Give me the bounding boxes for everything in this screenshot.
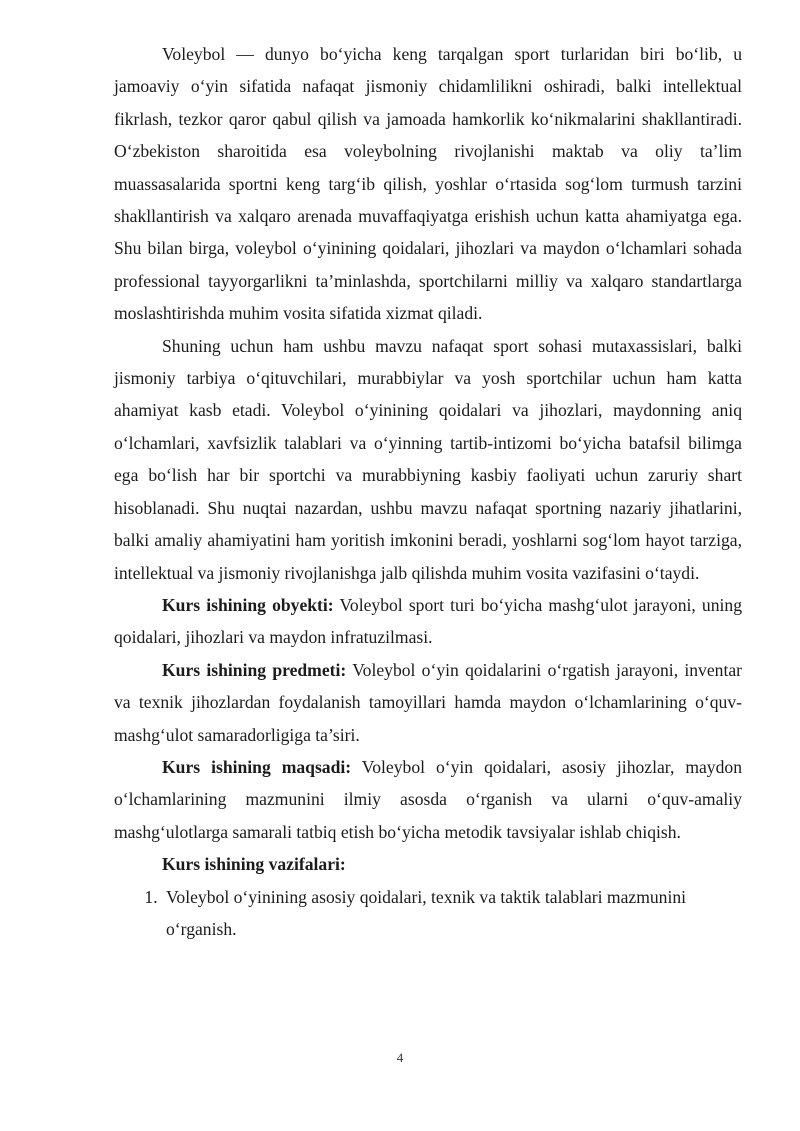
tasks-heading-label: Kurs ishining vazifalari: [162,854,346,875]
section-goal [114,751,742,848]
section-goal-text: Voleybol o‘yin qoidalari, asosiy jihozlar, maydon o‘lchamlarining mazmunini ilmiy asosda o‘rganish va ularni o‘quv-amaliy mashg‘ulotlarga samarali tatbiq etish bo‘yicha metodik tavsiyalar ishlab chiqish. [114,756,742,842]
section-object-label: Kurs ishining obyekti: [162,594,334,615]
section-object-text: Voleybol sport turi bo‘yicha mashg‘ulot jarayoni, uning qoidalari, jihozlari va maydon infratuzilmasi. [114,594,742,648]
section-subject-text: Voleybol o‘yin qoidalarini o‘rgatish jarayoni, inventar va texnik jihozlardan foydalanish tamoyillari hamda maydon o‘lchamlarining o‘quv-mashg‘ulot samaradorligiga ta’siri. [114,659,743,745]
intro-paragraph-1: Voleybol — dunyo bo‘yicha keng tarqalgan sport turlaridan biri bo‘lib, u jamoaviy o‘yin sifatida nafaqat jismoniy chidamlilikni oshiradi, balki intellektual fikrlash, tezkor qaror qabul qilish va jamoada hamkorlik ko‘nikmalarini shakllantiradi. O‘zbekiston sharoitida esa voleybolning rivojlanishi maktab va oliy ta’lim muassasalarida sportni keng targ‘ib qilish, yoshlar o‘rtasida sog‘lom turmush tarzini shakllantirish va xalqaro arenada muvaffaqiyatga erishish uchun katta ahamiyatga ega. Shu bilan birga, voleybol o‘yinining qoidalari, jihozlari va maydon o‘lchamlari sohada professional tayyorgarlikni ta’minlashda, sportchilarni milliy va xalqaro standartlarga moslashtirishda muhim vosita sifatida xizmat qiladi. [114,44,742,324]
section-object [114,589,742,654]
page-body [114,38,742,945]
section-goal-label: Kurs ishining maqsadi: [162,756,352,777]
section-subject [114,654,742,751]
task-item: 1. Voleybol o‘yinining asosiy qoidalari, texnik va taktik talablari mazmunini o‘rganish. [162,881,742,946]
section-subject-label: Kurs ishining predmeti: [162,659,347,680]
page-number: 4 [396,1050,404,1065]
intro-paragraph-2: Shuning uchun ham ushbu mavzu nafaqat sport sohasi mutaxassislari, balki jismoniy tarbiya o‘qituvchilari, murabbiylar va yosh sportchilar uchun ham katta ahamiyat kasb etadi. Voleybol o‘yinining qoidalari va jihozlari, maydonning aniq o‘lchamlari, xavfsizlik talablari va o‘yinning tartib-intizomi bo‘yicha batafsil bilimga ega bo‘lish har bir sportchi va murabbiyning kasbiy faoliyati uchun zaruriy shart hisoblanadi. Shu nuqtai nazardan, ushbu mavzu nafaqat sportning nazariy jihatlarini, balki amaliy ahamiyatini ham yoritish imkonini beradi, yoshlarni sog‘lom hayot tarziga, intellektual va jismoniy rivojlanishga jalb qilishda muhim vosita vazifasini o‘taydi. [114,335,742,583]
tasks-list [114,881,742,946]
tasks-heading [114,848,742,880]
